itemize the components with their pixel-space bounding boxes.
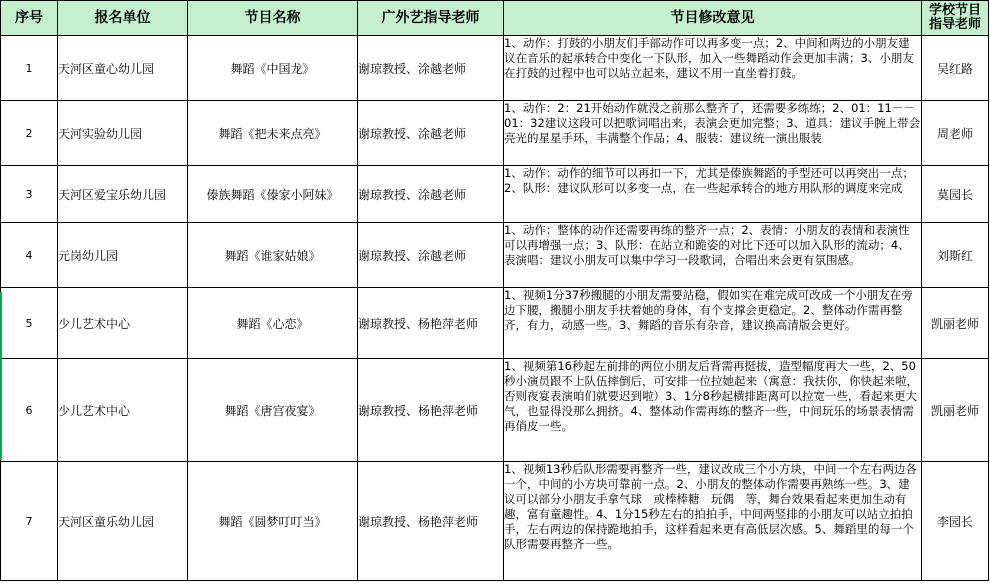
- cell-program[interactable]: 舞蹈《圆梦叮叮当》: [188, 462, 358, 581]
- cell-guide[interactable]: 谢琼教授、杨艳萍老师: [358, 359, 504, 462]
- table-row: [1, 101, 989, 166]
- cell-opinion-text: 1、动作：2：21开始动作就没之前那么整齐了，还需要多练练；2、01：11－－01：32建议这段可以把歌词唱出来，表演会更加完整；3、道具：建议手腕上带会亮光的星星手环，丰满整个作品；4、服装：建议统一演出服装: [504, 101, 921, 145]
- cell-guide[interactable]: 谢琼教授、涂越老师: [358, 101, 504, 166]
- cell-opinion[interactable]: [504, 166, 922, 223]
- cell-opinion-text: 1、动作：打鼓的小朋友们手部动作可以再多变一点；2、中间和两边的小朋友建议在音乐的起承转合中变化一下队形，加入一些舞蹈动作会更加丰满；3、小朋友在打鼓的过程中也可以站立起来，建议不用一直坐着打鼓。: [504, 36, 914, 80]
- table-row: [1, 223, 989, 288]
- table-row: [1, 166, 989, 223]
- cell-opinion[interactable]: [504, 288, 922, 359]
- cell-opinion[interactable]: [504, 359, 922, 462]
- cell-program[interactable]: 舞蹈《把未来点亮》: [188, 101, 358, 166]
- cell-program[interactable]: 舞蹈《谁家姑娘》: [188, 223, 358, 288]
- cell-num[interactable]: 6: [1, 359, 58, 462]
- cell-guide[interactable]: 谢琼教授、涂越老师: [358, 166, 504, 223]
- cell-opinion[interactable]: [504, 462, 922, 581]
- cell-num[interactable]: 7: [1, 462, 58, 581]
- cell-unit[interactable]: 天河区童乐幼儿园: [58, 462, 188, 581]
- cell-opinion[interactable]: [504, 36, 922, 101]
- cell-opinion-text: 1、视频1分37秒搬腿的小朋友需要站稳，假如实在难完成可改成一个小朋友在旁边下腰，搬腿小朋友手扶着她的身体，有个支撑会更稳定。2、整体动作需再整齐，有力，动感一些。3、舞蹈的音乐有杂音，建议换高清版会更好。: [504, 288, 913, 332]
- cell-num[interactable]: 5: [1, 288, 58, 359]
- cell-unit[interactable]: 天河实验幼儿园: [58, 101, 188, 166]
- cell-opinion-text: 1、视频第16秒起左前排的两位小朋友后背需再挺拔，造型幅度再大一些，2、50秒小演员跟不上队伍摔倒后，可安排一位拉她起来（寓意：我扶你，你快起来啦，否则夜宴表演咱们就要迟到啦）3、1分8秒起横排距离可以拉宽一些，看起来更大气，也显得没那么拥挤。4、整体动作需再练的整齐一些，中间玩乐的场景表情需再俏皮一些。: [504, 359, 918, 433]
- cell-unit[interactable]: 少儿艺术中心: [58, 288, 188, 359]
- header-num[interactable]: 序号: [1, 1, 58, 36]
- cell-teacher[interactable]: 李园长: [922, 462, 989, 581]
- cell-unit[interactable]: 元岗幼儿园: [58, 223, 188, 288]
- cell-num[interactable]: 1: [1, 36, 58, 101]
- cell-program[interactable]: 舞蹈《唐宫夜宴》: [188, 359, 358, 462]
- cell-teacher[interactable]: 刘斯红: [922, 223, 989, 288]
- cell-num[interactable]: 3: [1, 166, 58, 223]
- header-unit[interactable]: 报名单位: [58, 1, 188, 36]
- cell-program[interactable]: 舞蹈《中国龙》: [188, 36, 358, 101]
- table-row: [1, 36, 989, 101]
- cell-opinion[interactable]: [504, 223, 922, 288]
- header-guide[interactable]: 广外艺指导老师: [358, 1, 504, 36]
- cell-num[interactable]: 2: [1, 101, 58, 166]
- header-opinion[interactable]: 节目修改意见: [504, 1, 922, 36]
- table-row: [1, 288, 989, 359]
- cell-program[interactable]: 舞蹈《心恋》: [188, 288, 358, 359]
- cell-unit[interactable]: 天河区爱宝乐幼儿园: [58, 166, 188, 223]
- cell-edge-highlight: [0, 292, 2, 460]
- cell-opinion-text: 1、动作：整体的动作还需要再练的整齐一点；2、表情：小朋友的表情和表演性可以再增强一点；3、队形：在站立和跪姿的对比下还可以加入队形的流动；4、表演唱：建议小朋友可以集中学习一段歌词，合唱出来会更有氛围感。: [504, 223, 910, 267]
- cell-opinion-text: 1、视频13秒后队形需要再整齐一些，建议改成三个小方块，中间一个左右两边各一个，中间的小方块可靠前一点。2、小朋友的整体动作需要再熟练一些。3、建议可以部分小朋友手拿气球 或棒棒糖 玩偶 等，舞台效果看起来更加生动有趣，富有童趣性。4、1分15秒左右的拍拍手，中间两竖排的小朋友可以站立拍拍手，左右两边的保持跪地拍手，这样看起来更有高低层次感。5、舞蹈里的每一个队形需要再整齐一些。: [504, 462, 917, 551]
- cell-opinion-text: 1、动作：动作的细节可以再扣一下，尤其是傣族舞蹈的手型还可以再突出一点；2、队形：建议队形可以多变一点，在一些起承转合的地方用队形的调度来完成: [504, 166, 914, 195]
- cell-unit[interactable]: 少儿艺术中心: [58, 359, 188, 462]
- cell-opinion[interactable]: [504, 101, 922, 166]
- cell-unit[interactable]: 天河区童心幼儿园: [58, 36, 188, 101]
- table-row: [1, 462, 989, 581]
- cell-teacher[interactable]: 周老师: [922, 101, 989, 166]
- cell-guide[interactable]: 谢琼教授、杨艳萍老师: [358, 288, 504, 359]
- cell-teacher[interactable]: 莫园长: [922, 166, 989, 223]
- cell-teacher[interactable]: 吴红路: [922, 36, 989, 101]
- header-school-teacher[interactable]: [922, 1, 989, 36]
- header-school-teacher-line2: 指导老师: [928, 17, 981, 32]
- cell-teacher[interactable]: 凯丽老师: [922, 288, 989, 359]
- header-row: [1, 1, 989, 36]
- header-program[interactable]: 节目名称: [188, 1, 358, 36]
- cell-guide[interactable]: 谢琼教授、涂越老师: [358, 36, 504, 101]
- cell-teacher[interactable]: 凯丽老师: [922, 359, 989, 462]
- cell-num[interactable]: 4: [1, 223, 58, 288]
- cell-program[interactable]: 傣族舞蹈《傣家小阿妹》: [188, 166, 358, 223]
- cell-guide[interactable]: 谢琼教授、杨艳萍老师: [358, 462, 504, 581]
- header-school-teacher-line1: 学校节目: [928, 3, 981, 18]
- cell-guide[interactable]: 谢琼教授、涂越老师: [358, 223, 504, 288]
- table-row: [1, 359, 989, 462]
